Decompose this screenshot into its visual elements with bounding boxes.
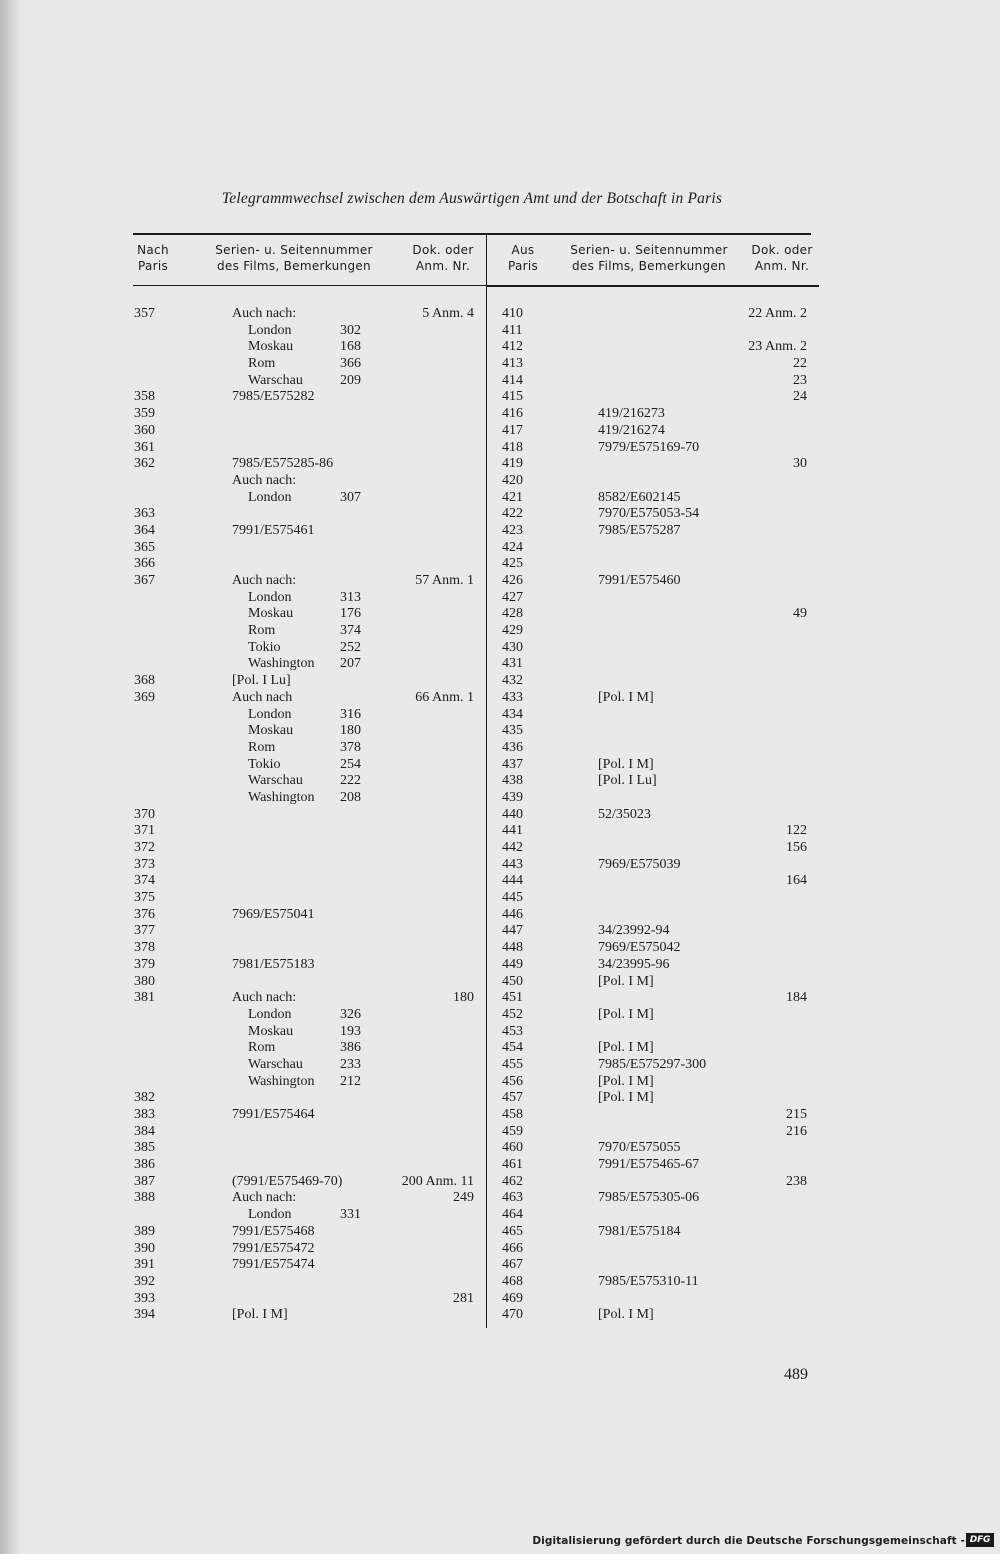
left-film-remark: Warschau [248,372,303,388]
right-document-number: 417 [502,422,523,438]
left-telegram-number: 366 [340,356,361,372]
right-document-number: 412 [502,339,523,355]
header-rule-right [487,285,819,287]
left-telegram-number: 386 [340,1040,361,1056]
left-film-remark: 7981/E575183 [232,956,315,972]
left-document-number: 388 [134,1190,155,1206]
right-doc-reference: 22 [793,356,807,372]
table-row [0,573,1000,590]
header-line: Dok. oder [751,243,813,257]
right-document-number: 422 [502,506,523,522]
table-row [0,1090,1000,1107]
right-document-number: 457 [502,1090,523,1106]
right-doc-reference: 24 [793,389,807,405]
left-film-remark: 7991/E575474 [232,1257,315,1273]
left-film-remark: Rom [248,623,276,639]
table-row [0,940,1000,957]
right-document-number: 420 [502,472,523,488]
table-row [0,1074,1000,1091]
left-telegram-number: 326 [340,1006,361,1022]
left-telegram-number: 313 [340,589,361,605]
left-film-remark: 7991/E575464 [232,1107,315,1122]
left-film-remark: [Pol. I Lu] [232,673,291,689]
right-film-remark: [Pol. I M] [598,1090,654,1106]
right-document-number: 462 [502,1173,523,1189]
left-doc-reference: 249 [453,1190,474,1206]
right-document-number: 432 [502,673,523,689]
left-doc-reference: 200 Anm. 11 [401,1173,474,1189]
right-film-remark: 419/216273 [598,406,665,422]
right-doc-reference: 22 Anm. 2 [748,306,807,321]
left-film-remark: Auch nach: [232,306,297,321]
table-row [0,490,1000,507]
right-document-number: 466 [502,1240,523,1256]
table-row [0,1040,1000,1057]
left-film-remark: Auch nach: [232,472,297,488]
left-film-remark: Moskau [248,339,294,355]
left-telegram-number: 176 [340,606,361,622]
header-line: Serien- u. Seitennummer [570,243,728,257]
right-doc-reference: 23 Anm. 2 [748,339,807,355]
left-document-number: 385 [134,1140,155,1156]
table-row [0,440,1000,457]
left-film-remark: 7969/E575041 [232,906,315,922]
right-doc-reference: 238 [786,1173,807,1189]
table-row [0,740,1000,757]
table-row [0,356,1000,373]
right-film-remark: 7981/E575184 [598,1223,681,1239]
right-document-number: 439 [502,789,523,805]
left-film-remark: London [248,1207,292,1223]
left-doc-reference: 66 Anm. 1 [415,689,474,705]
table-row [0,923,1000,940]
header-line: Anm. Nr. [415,259,471,273]
right-doc-reference: 216 [786,1123,807,1139]
right-document-number: 436 [502,739,523,755]
table-row [0,523,1000,540]
left-document-number: 376 [134,906,155,922]
right-document-number: 441 [502,823,523,839]
left-document-number: 359 [134,406,155,422]
right-document-number: 426 [502,573,523,588]
right-document-number: 458 [502,1107,523,1122]
right-document-number: 461 [502,1157,523,1173]
header-serien-right [558,242,740,274]
right-film-remark: 7985/E575287 [598,522,681,538]
table-row [0,790,1000,807]
table-row [0,1224,1000,1241]
right-document-number: 429 [502,623,523,639]
left-doc-reference: 281 [453,1290,474,1306]
left-telegram-number: 208 [340,789,361,805]
header-serien-left [196,242,392,274]
table-row [0,1107,1000,1124]
table-row [0,1124,1000,1141]
running-title: Telegrammwechsel zwischen dem Auswärtigen Amt und der Botschaft in Paris [221,190,723,207]
right-film-remark: [Pol. I M] [598,973,654,989]
dfg-logo: DFG [966,1533,994,1547]
header-dok-left [404,242,482,274]
left-telegram-number: 233 [340,1056,361,1072]
right-document-number: 455 [502,1056,523,1072]
left-film-remark: Auch nach: [232,1190,297,1206]
left-telegram-number: 254 [340,756,361,772]
right-document-number: 470 [502,1307,523,1323]
left-document-number: 391 [134,1257,155,1273]
right-document-number: 437 [502,756,523,772]
right-document-number: 424 [502,539,523,555]
left-telegram-number: 316 [340,706,361,722]
table-row [0,957,1000,974]
right-document-number: 414 [502,372,523,388]
digitization-credit: Digitalisierung gefördert durch die Deutsche Forschungsgemeinschaft - [532,1535,965,1547]
table-row [0,907,1000,924]
left-telegram-number: 374 [340,623,361,639]
right-document-number: 427 [502,589,523,605]
left-film-remark: 7985/E575285-86 [232,456,334,472]
left-film-remark: (7991/E575469-70) [232,1173,343,1189]
left-document-number: 367 [134,573,155,588]
right-document-number: 425 [502,556,523,572]
right-document-number: 467 [502,1257,523,1273]
left-document-number: 384 [134,1123,155,1139]
right-document-number: 453 [502,1023,523,1039]
header-line: Paris [137,259,169,273]
table-row [0,723,1000,740]
left-document-number: 361 [134,439,155,455]
table-row [0,974,1000,991]
left-film-remark: [Pol. I M] [232,1307,288,1323]
header-line: Serien- u. Seitennummer [215,243,373,257]
header-line: des Films, Bemerkungen [217,259,371,273]
left-document-number: 375 [134,890,155,906]
right-film-remark: 7979/E575169-70 [598,439,700,455]
left-doc-reference: 57 Anm. 1 [415,573,474,588]
table-row [0,807,1000,824]
right-film-remark: [Pol. I Lu] [598,773,657,789]
table-row [0,1007,1000,1024]
left-film-remark: Tokio [248,756,281,772]
table-row [0,373,1000,390]
table-row [0,707,1000,724]
left-document-number: 393 [134,1290,155,1306]
left-doc-reference: 180 [453,990,474,1006]
right-document-number: 431 [502,656,523,672]
table-row [0,773,1000,790]
right-document-number: 423 [502,522,523,538]
right-film-remark: 7970/E575055 [598,1140,681,1156]
left-telegram-number: 331 [340,1207,361,1223]
right-document-number: 442 [502,840,523,855]
table-row [0,873,1000,890]
right-film-remark: 8582/E602145 [598,489,681,505]
left-document-number: 371 [134,823,155,839]
left-film-remark: 7991/E575472 [232,1240,315,1256]
left-document-number: 364 [134,522,155,538]
table-row [0,690,1000,707]
right-film-remark: 7991/E575460 [598,573,681,588]
right-film-remark: [Pol. I M] [598,1040,654,1056]
left-film-remark: Moskau [248,723,294,739]
right-film-remark: 7985/E575305-06 [598,1190,700,1206]
left-telegram-number: 307 [340,489,361,505]
table-row [0,306,1000,323]
right-document-number: 459 [502,1123,523,1139]
left-document-number: 377 [134,923,155,939]
table-row [0,623,1000,640]
right-document-number: 465 [502,1223,523,1239]
right-film-remark: 34/23995-96 [598,956,670,972]
right-document-number: 450 [502,973,523,989]
table-row [0,757,1000,774]
right-document-number: 428 [502,606,523,622]
left-document-number: 387 [134,1173,155,1189]
right-document-number: 418 [502,439,523,455]
right-film-remark: 7969/E575039 [598,856,681,872]
right-document-number: 430 [502,639,523,655]
left-film-remark: Washington [248,656,315,672]
table-row [0,1157,1000,1174]
left-telegram-number: 209 [340,372,361,388]
left-film-remark: Tokio [248,639,281,655]
table-row [0,840,1000,857]
left-document-number: 381 [134,990,155,1006]
left-film-remark: Washington [248,1073,315,1089]
right-doc-reference: 164 [786,873,807,889]
right-document-number: 451 [502,990,523,1006]
left-film-remark: 7991/E575461 [232,522,315,538]
table-row [0,540,1000,557]
right-document-number: 440 [502,806,523,822]
right-document-number: 410 [502,306,523,321]
left-film-remark: London [248,589,292,605]
right-film-remark: [Pol. I M] [598,1073,654,1089]
right-film-remark: 7985/E575297-300 [598,1056,707,1072]
table-row [0,640,1000,657]
left-document-number: 386 [134,1157,155,1173]
table-row [0,1207,1000,1224]
table-row [0,1291,1000,1308]
right-document-number: 463 [502,1190,523,1206]
left-film-remark: Auch nach [232,689,293,705]
header-line: Dok. oder [412,243,474,257]
left-film-remark: London [248,1006,292,1022]
table-row [0,423,1000,440]
right-film-remark: [Pol. I M] [598,1006,654,1022]
right-document-number: 413 [502,356,523,372]
left-doc-reference: 5 Anm. 4 [422,306,474,321]
right-document-number: 464 [502,1207,523,1223]
right-doc-reference: 30 [793,456,807,472]
left-document-number: 357 [134,306,155,321]
table-row [0,473,1000,490]
left-document-number: 358 [134,389,155,405]
header-nach-paris [128,242,178,274]
table-row [0,823,1000,840]
right-film-remark: 7991/E575465-67 [598,1157,700,1173]
right-doc-reference: 156 [786,840,807,855]
page-number: 489 [784,1366,808,1383]
right-film-remark: 52/35023 [598,806,651,822]
right-document-number: 446 [502,906,523,922]
left-telegram-number: 378 [340,739,361,755]
right-document-number: 411 [502,322,523,338]
header-line: des Films, Bemerkungen [572,259,726,273]
right-film-remark: 7970/E575053-54 [598,506,700,522]
left-film-remark: Washington [248,789,315,805]
table-row [0,857,1000,874]
right-film-remark: 419/216274 [598,422,665,438]
left-document-number: 390 [134,1240,155,1256]
table-row [0,1257,1000,1274]
left-film-remark: 7985/E575282 [232,389,315,405]
left-telegram-number: 222 [340,773,361,789]
left-film-remark: Rom [248,1040,276,1056]
table-row [0,990,1000,1007]
right-film-remark: [Pol. I M] [598,756,654,772]
table-top-rule [133,233,811,235]
right-doc-reference: 23 [793,372,807,388]
right-document-number: 454 [502,1040,523,1056]
left-film-remark: Moskau [248,1023,294,1039]
right-document-number: 419 [502,456,523,472]
table-row [0,1140,1000,1157]
header-dok-right [744,242,820,274]
right-film-remark: 34/23992-94 [598,923,670,939]
telegram-table-body [0,306,1000,1324]
table-row [0,1190,1000,1207]
left-telegram-number: 168 [340,339,361,355]
left-telegram-number: 180 [340,723,361,739]
table-row [0,1174,1000,1191]
left-film-remark: Rom [248,356,276,372]
table-row [0,1024,1000,1041]
left-document-number: 374 [134,873,155,889]
table-row [0,656,1000,673]
left-document-number: 382 [134,1090,155,1106]
left-telegram-number: 302 [340,322,361,338]
right-doc-reference: 49 [793,606,807,622]
left-document-number: 372 [134,840,155,855]
table-row [0,673,1000,690]
table-row [0,606,1000,623]
right-film-remark: [Pol. I M] [598,689,654,705]
left-document-number: 373 [134,856,155,872]
right-document-number: 449 [502,956,523,972]
header-line: Nach [137,243,169,257]
left-document-number: 378 [134,940,155,956]
right-film-remark: 7969/E575042 [598,940,681,956]
right-document-number: 415 [502,389,523,405]
right-film-remark: [Pol. I M] [598,1307,654,1323]
left-telegram-number: 252 [340,639,361,655]
left-film-remark: Rom [248,739,276,755]
table-row [0,1307,1000,1324]
left-document-number: 362 [134,456,155,472]
right-document-number: 416 [502,406,523,422]
left-document-number: 394 [134,1307,155,1323]
left-film-remark: Warschau [248,773,303,789]
left-film-remark: Moskau [248,606,294,622]
right-document-number: 438 [502,773,523,789]
header-aus-paris [500,242,546,274]
right-film-remark: 7985/E575310-11 [598,1273,699,1289]
table-row [0,389,1000,406]
right-doc-reference: 184 [786,990,807,1006]
left-document-number: 360 [134,422,155,438]
table-row [0,590,1000,607]
right-document-number: 460 [502,1140,523,1156]
table-row [0,1274,1000,1291]
left-document-number: 365 [134,539,155,555]
left-document-number: 389 [134,1223,155,1239]
right-document-number: 447 [502,923,523,939]
table-row [0,323,1000,340]
left-document-number: 383 [134,1107,155,1122]
left-film-remark: Warschau [248,1056,303,1072]
left-telegram-number: 212 [340,1073,361,1089]
right-document-number: 433 [502,689,523,705]
table-row [0,1057,1000,1074]
left-document-number: 392 [134,1273,155,1289]
left-document-number: 379 [134,956,155,972]
right-document-number: 444 [502,873,523,889]
right-document-number: 435 [502,723,523,739]
left-document-number: 368 [134,673,155,689]
left-film-remark: Auch nach: [232,990,297,1006]
left-document-number: 363 [134,506,155,522]
table-row [0,890,1000,907]
header-line: Aus [511,243,535,257]
left-film-remark: London [248,489,292,505]
right-document-number: 443 [502,856,523,872]
table-row [0,456,1000,473]
right-document-number: 468 [502,1273,523,1289]
right-document-number: 469 [502,1290,523,1306]
left-film-remark: Auch nach: [232,573,297,588]
table-row [0,406,1000,423]
left-document-number: 370 [134,806,155,822]
left-document-number: 369 [134,689,155,705]
right-doc-reference: 122 [786,823,807,839]
table-row [0,1241,1000,1258]
left-film-remark: London [248,706,292,722]
right-doc-reference: 215 [786,1107,807,1122]
left-telegram-number: 193 [340,1023,361,1039]
right-document-number: 456 [502,1073,523,1089]
header-rule-left [133,285,487,286]
left-film-remark: 7991/E575468 [232,1223,315,1239]
header-line: Anm. Nr. [754,259,810,273]
right-document-number: 448 [502,940,523,956]
table-row [0,339,1000,356]
right-document-number: 452 [502,1006,523,1022]
right-document-number: 421 [502,489,523,505]
table-row [0,556,1000,573]
header-line: Paris [507,259,539,273]
right-document-number: 434 [502,706,523,722]
left-document-number: 366 [134,556,155,572]
left-document-number: 380 [134,973,155,989]
right-document-number: 445 [502,890,523,906]
left-telegram-number: 207 [340,656,361,672]
table-row [0,506,1000,523]
left-film-remark: London [248,322,292,338]
